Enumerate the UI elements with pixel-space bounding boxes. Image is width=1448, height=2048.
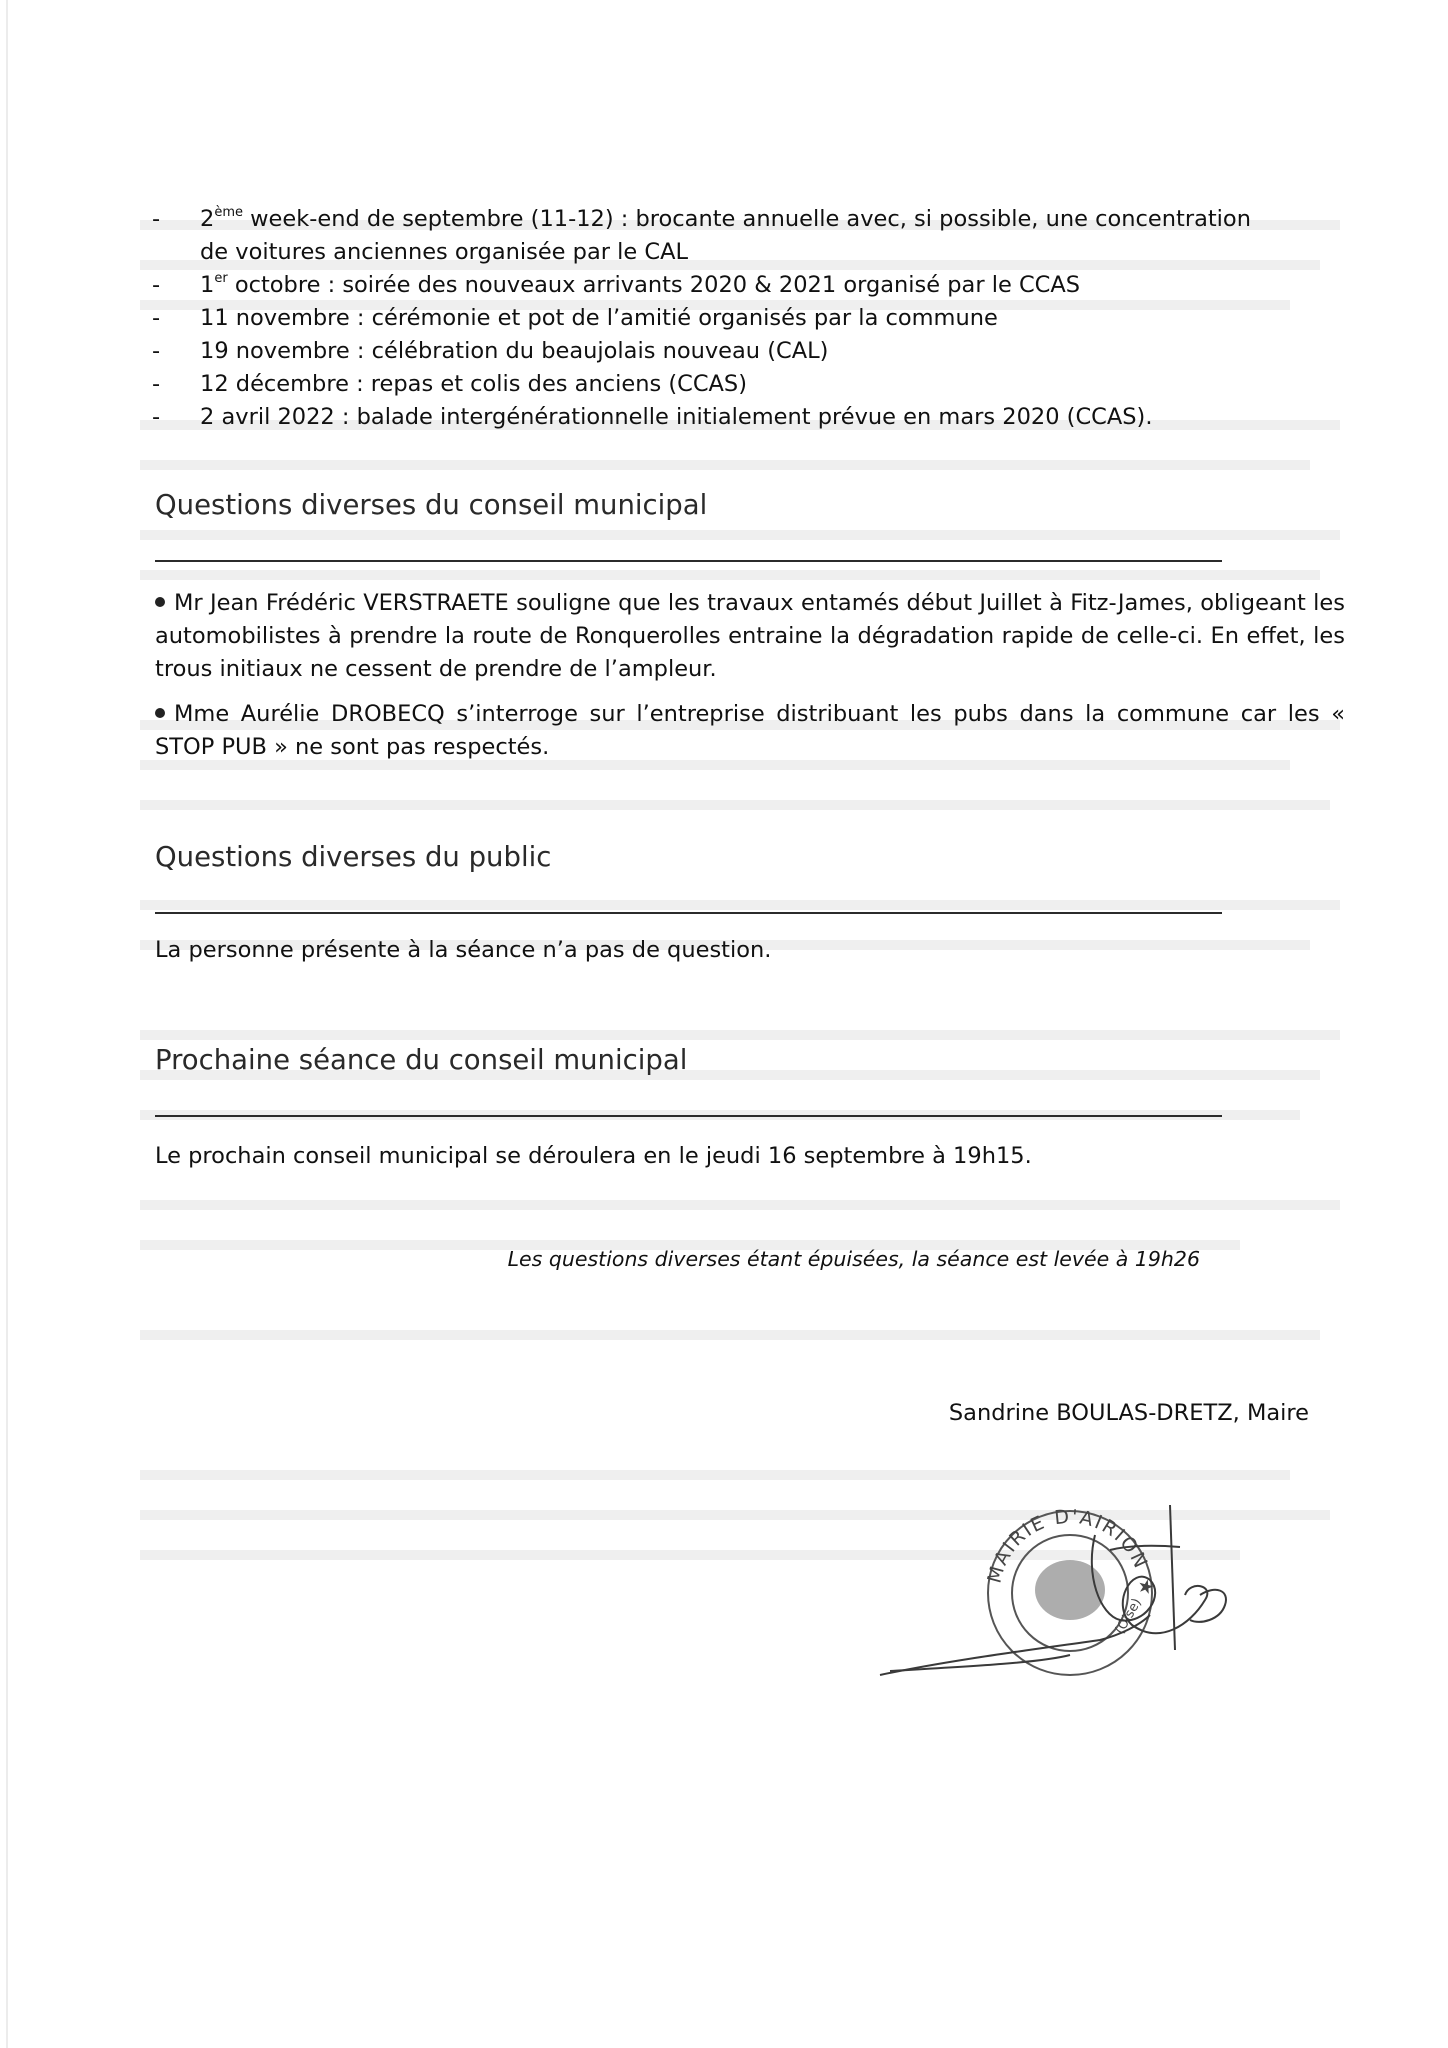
bullet-icon <box>155 708 165 718</box>
list-item: - 12 décembre : repas et colis des anciens (CCAS) <box>200 368 1375 401</box>
list-dash: - <box>152 206 161 232</box>
list-item: - 2 avril 2022 : balade intergénérationnelle initialement prévue en mars 2020 (CCAS). <box>200 401 1375 434</box>
list-dash: - <box>152 272 161 298</box>
svg-text:MAIRIE D'AIRION ★: MAIRIE D'AIRION ★ <box>983 1505 1158 1599</box>
events-list <box>152 203 1375 434</box>
section-heading-next: Prochaine séance du conseil municipal <box>155 1044 688 1076</box>
list-item: - 2ème week-end de septembre (11-12) : brocante annuelle avec, si possible, une concentration de voitures anciennes organisée par le CAL <box>152 204 1251 265</box>
list-dash: - <box>152 305 161 331</box>
section-rule <box>155 1115 1222 1117</box>
bullet-icon <box>155 597 165 607</box>
section-heading-public: Questions diverses du public <box>155 841 552 873</box>
section-rule <box>155 560 1222 562</box>
list-item: - 11 novembre : cérémonie et pot de l’amitié organisés par la commune <box>200 302 1375 335</box>
closing-statement: Les questions diverses étant épuisées, la séance est levée à 19h26 <box>507 1247 1200 1271</box>
list-item: - 1er octobre : soirée des nouveaux arrivants 2020 & 2021 organisé par le CCAS <box>200 269 1375 302</box>
list-dash: - <box>152 404 161 430</box>
list-item: - 19 novembre : célébration du beaujolais nouveau (CAL) <box>200 335 1375 368</box>
next-meeting-text: Le prochain conseil municipal se déroulera en le jeudi 16 septembre à 19h15. <box>155 1143 1032 1169</box>
page-edge <box>6 0 8 2048</box>
public-answer: La personne présente à la séance n’a pas de question. <box>155 937 772 963</box>
svg-text:(Oise): (Oise) <box>1112 1595 1145 1637</box>
mayor-stamp-signature <box>870 1475 1290 1685</box>
section-heading-council: Questions diverses du conseil municipal <box>155 489 708 521</box>
list-dash: - <box>152 338 161 364</box>
council-question-1: Mr Jean Frédéric VERSTRAETE souligne que les travaux entamés début Juillet à Fitz-James, obligeant les automobilistes à prendre la route de Ronquerolles entraine la dégradation rapide de celle-ci. En effet, les trous initiaux ne cessent de prendre de l’ampleur. <box>155 590 1345 682</box>
list-dash: - <box>152 371 161 397</box>
section-rule <box>155 912 1222 914</box>
council-question-2: Mme Aurélie DROBECQ s’interroge sur l’entreprise distribuant les pubs dans la commune car les « STOP PUB » ne sont pas respectés. <box>155 701 1345 760</box>
signatory-name: Sandrine BOULAS-DRETZ, Maire <box>948 1400 1309 1426</box>
